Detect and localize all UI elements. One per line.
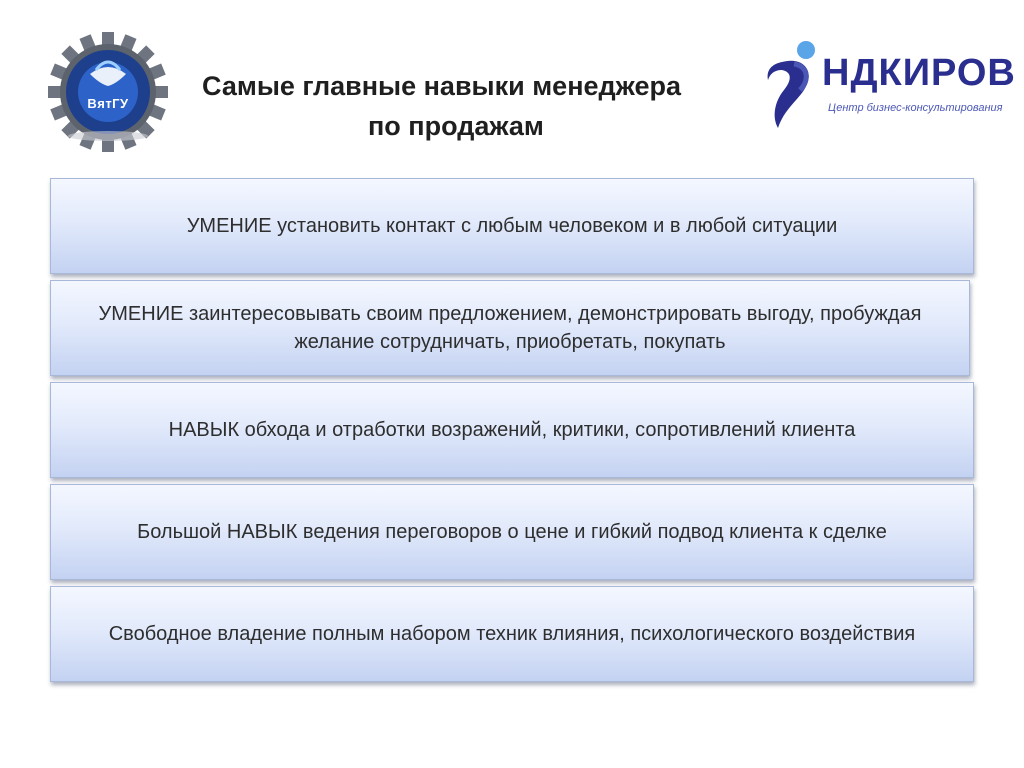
ndkirov-logo [764, 40, 1016, 132]
ndkirov-tagline: Центр бизнес-консультирования [828, 102, 1003, 114]
skill-text: Свободное владение полным набором техник влияния, психологического воздействия [108, 623, 916, 645]
ndkirov-figure-logo-icon [764, 40, 824, 132]
skill-text: НАВЫК обхода и отработки возражений, критики, сопротивлений клиента [168, 419, 856, 441]
skill-box [50, 280, 970, 376]
page-title [196, 66, 736, 146]
ndkirov-brand-name: НДКИРОВ [822, 52, 1016, 94]
skill-text: УМЕНИЕ установить контакт с любым человеком и в любой ситуации [186, 215, 838, 237]
skill-box [50, 586, 974, 682]
vyatgu-gear-emblem-icon [46, 30, 170, 154]
vyatgu-brand-text: ВятГУ [87, 96, 129, 111]
skills-list [50, 178, 974, 688]
skill-text: Большой НАВЫК ведения переговоров о цене и гибкий подвод клиента к сделке [137, 521, 887, 543]
title-line-1: Самые главные навыки менеджера [202, 71, 681, 101]
skill-box [50, 484, 974, 580]
skill-text: УМЕНИЕ заинтересовывать своим предложением, демонстрировать выгоду, пробуждая желание сотрудничать, приобретать, покупать [98, 303, 922, 353]
vyatgu-logo [46, 30, 170, 154]
skill-box [50, 382, 974, 478]
skill-box [50, 178, 974, 274]
title-line-2: по продажам [368, 111, 544, 141]
